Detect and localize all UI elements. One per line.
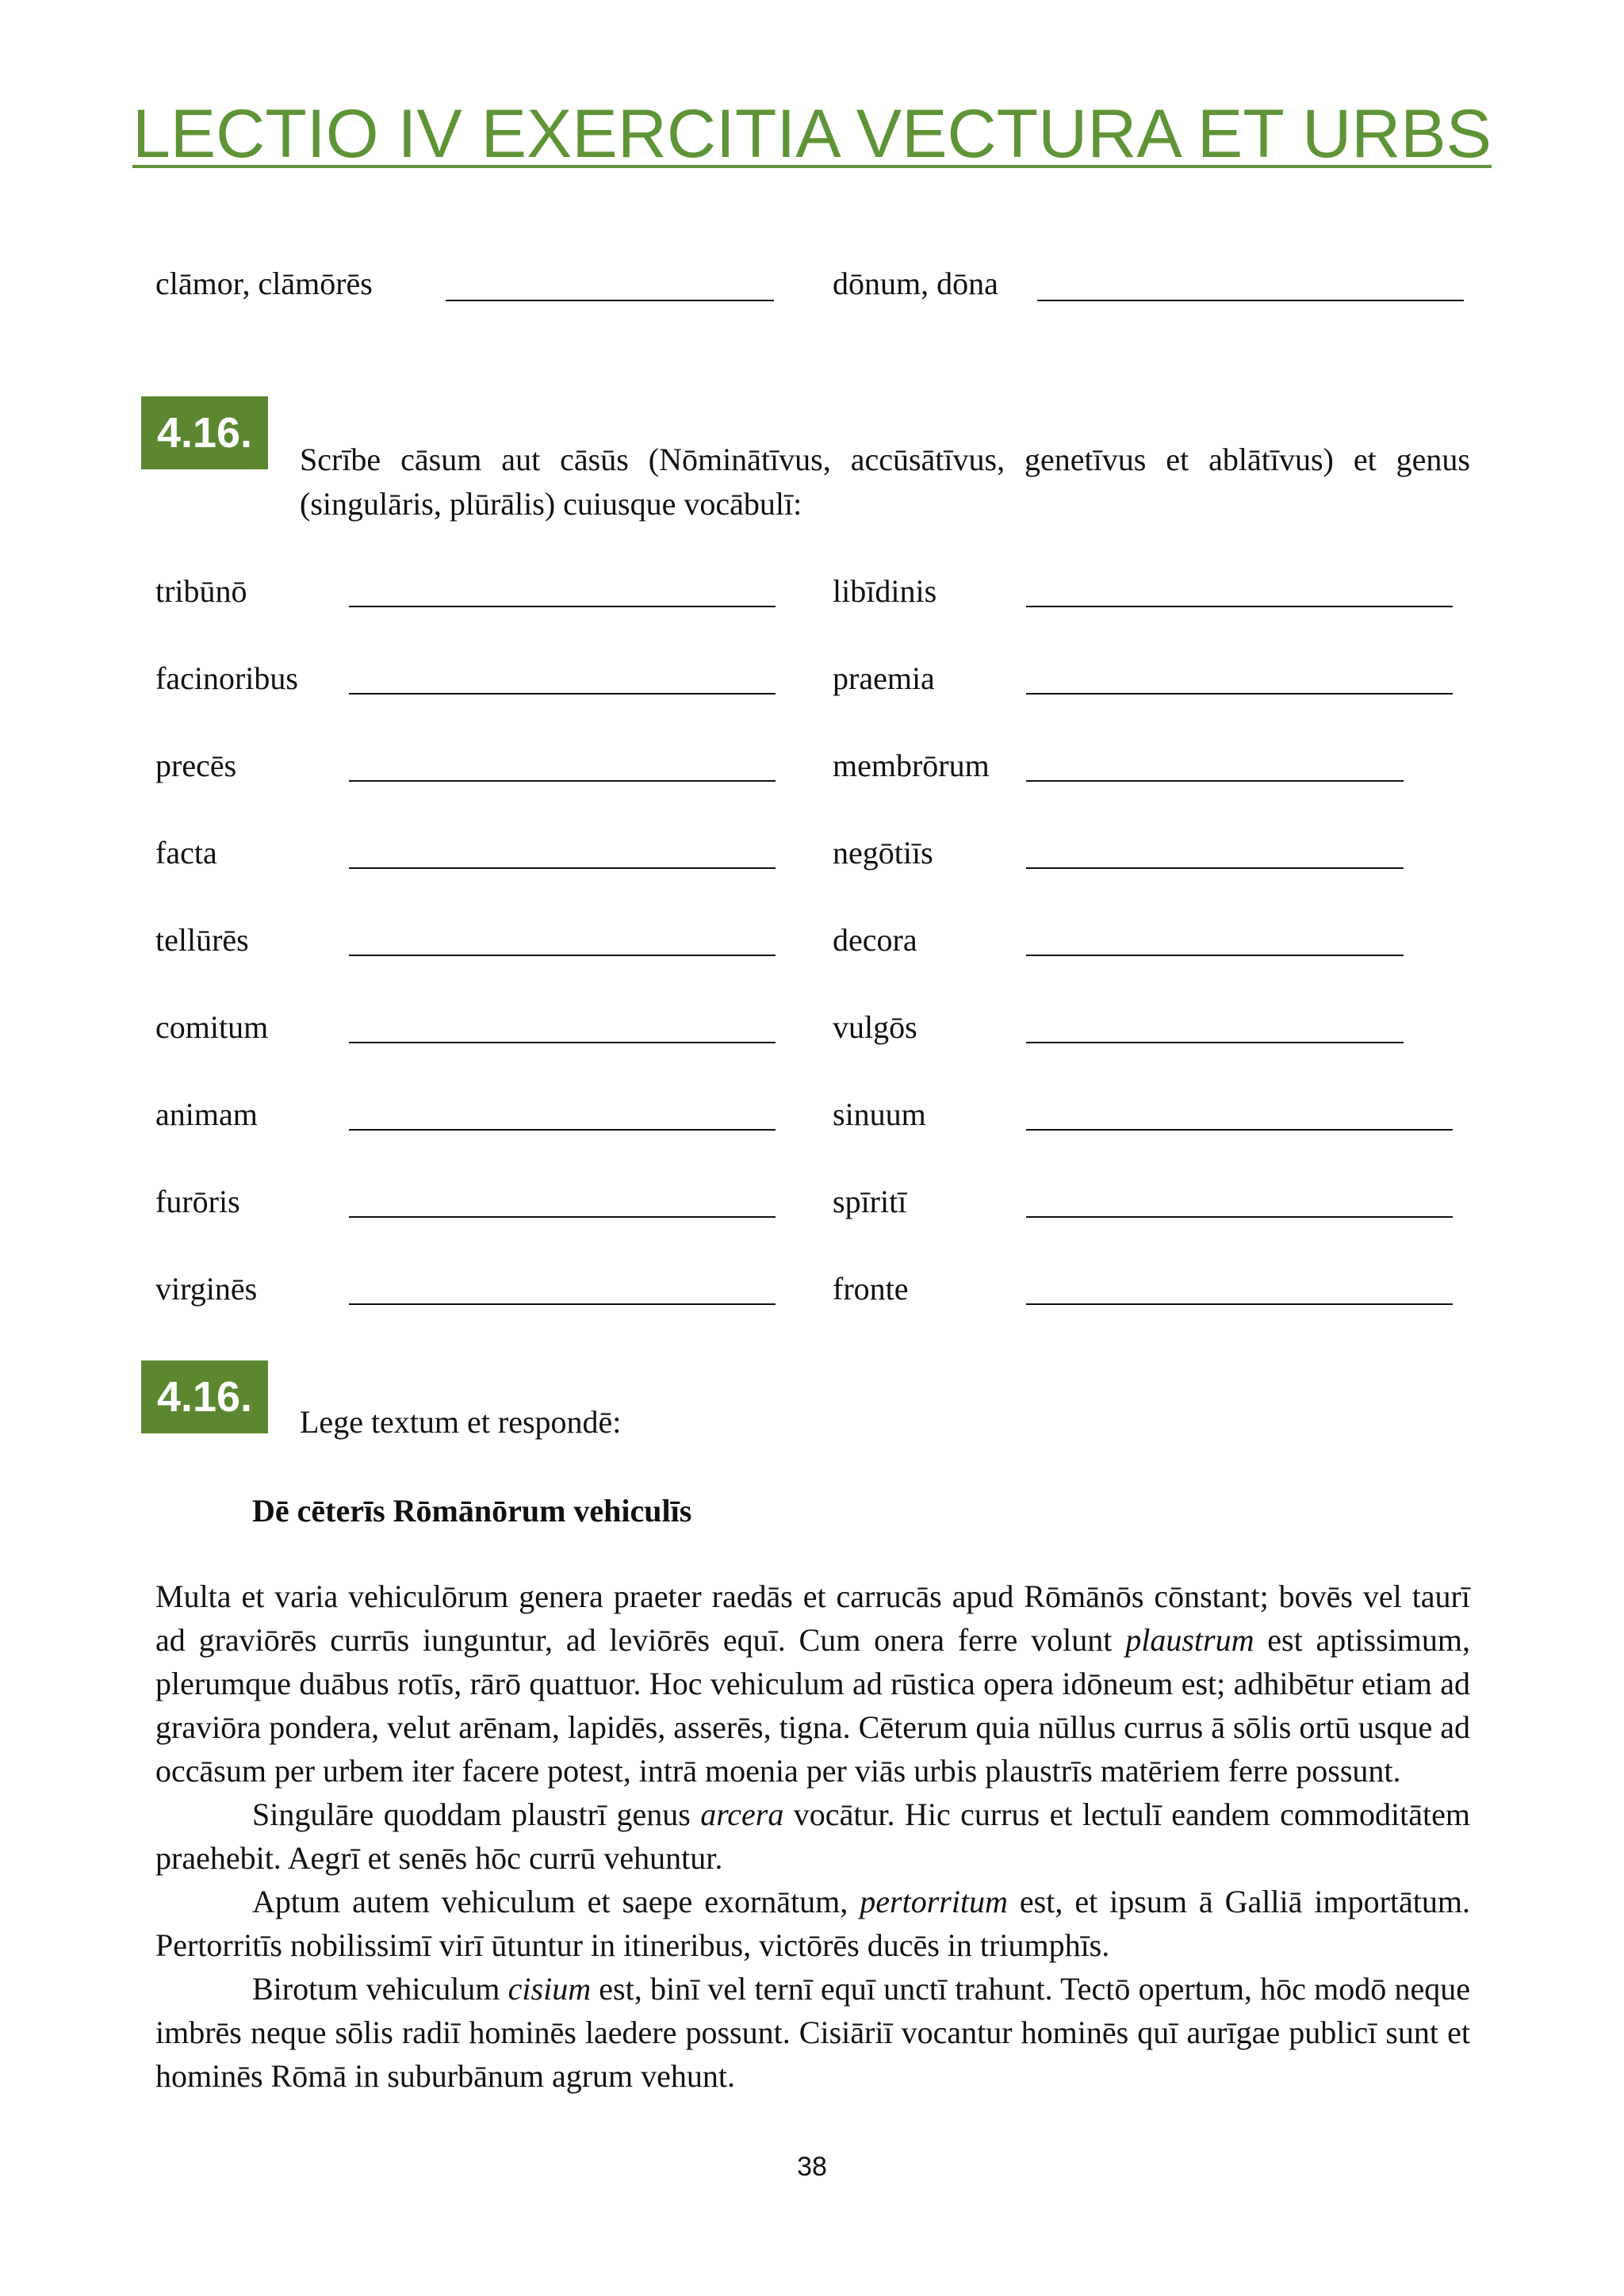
paragraph: Singulāre quoddam plaustrī genus arcera vocātur. Hic currus et lectulī eandem commoditātem praehebit. Aegrī et senēs hōc currū vehuntur. [155, 1797, 1471, 1876]
answer-blank[interactable] [349, 780, 776, 782]
answer-blank[interactable] [1026, 867, 1404, 869]
paragraph: Multa et varia vehiculōrum genera praeter raedās et carrucās apud Rōmānōs cōnstant; bovēs vel taurī ad graviōrēs currūs iunguntur, ad leviōrēs equī. Cum onera ferre volunt plaustrum est aptissimum, plerumque duābus rotīs, rārō quattuor. Hoc vehiculum ad rūstica opera idōneum est; adhibētur etiam ad graviōra pondera, velut arēnam, lapidēs, asserēs, tigna. Cēterum quia nūllus currus ā sōlis ortū usque ad occāsum per urbem iter facere potest, intrā moenia per viās urbis plaustrīs matēriem ferre possunt. [155, 1578, 1471, 1789]
answer-blank[interactable] [446, 300, 774, 301]
answer-blank[interactable] [1026, 1042, 1404, 1043]
word-label: furōris [155, 1184, 240, 1219]
term: arcera [700, 1797, 784, 1832]
word-label: tribūnō [155, 573, 247, 609]
answer-blank[interactable] [1026, 1303, 1453, 1305]
term: pertorritum [860, 1884, 1008, 1919]
top-word-left: clāmor, clāmōrēs [155, 266, 373, 301]
word-label: sinuum [833, 1096, 926, 1132]
word-label: comitum [155, 1009, 269, 1045]
word-label: praemia [833, 660, 935, 696]
answer-blank[interactable] [349, 1216, 776, 1218]
word-label: libīdinis [833, 573, 937, 609]
top-word-right: dōnum, dōna [833, 266, 998, 301]
answer-blank[interactable] [1026, 1216, 1453, 1218]
reading-text [155, 1575, 1470, 2098]
answer-blank[interactable] [1026, 780, 1404, 782]
answer-blank[interactable] [1037, 300, 1464, 301]
term: plaustrum [1125, 1622, 1254, 1658]
word-label: virginēs [155, 1271, 258, 1307]
answer-blank[interactable] [349, 1129, 776, 1131]
word-label: animam [155, 1096, 258, 1132]
answer-blank[interactable] [349, 1303, 776, 1305]
word-label: tellūrēs [155, 922, 249, 958]
exercise-badge: 4.16. [141, 1360, 268, 1433]
term: cisium [508, 1971, 592, 2007]
word-label: facta [155, 835, 217, 871]
answer-blank[interactable] [349, 606, 776, 607]
word-label: membrōrum [833, 748, 990, 783]
exercise-instruction: Scrībe cāsum aut cāsūs (Nōminātīvus, accūsātīvus, genetīvus et ablātīvus) et genus (singulāris, plūrālis) cuiusque vocābulī: [300, 442, 1470, 522]
word-label: negōtiīs [833, 835, 933, 871]
exercise-instruction: Lege textum et respondē: [300, 1404, 622, 1440]
paragraph: Aptum autem vehiculum et saepe exornātum, pertorritum est, et ipsum ā Galliā importātum. Pertorritīs nobilissimī virī ūtuntur in itineribus, victōrēs ducēs in triumphīs. [155, 1884, 1470, 1963]
answer-blank[interactable] [1026, 606, 1453, 607]
word-label: facinoribus [155, 660, 298, 696]
reading-title: Dē cēterīs Rōmānōrum vehiculīs [252, 1493, 692, 1529]
answer-blank[interactable] [349, 693, 776, 695]
answer-blank[interactable] [349, 867, 776, 869]
paragraph: Birotum vehiculum cisium est, binī vel ternī equī unctī trahunt. Tectō opertum, hōc modō neque imbrēs neque sōlis radiī hominēs laedere possunt. Cisiāriī vocantur hominēs quī aurīgae publicī sunt et hominēs Rōmā in suburbānum agrum vehunt. [155, 1971, 1470, 2094]
exercise-badge: 4.16. [141, 396, 268, 469]
answer-blank[interactable] [1026, 693, 1453, 695]
word-label: decora [833, 922, 917, 958]
word-label: precēs [155, 748, 237, 783]
page-title: LECTIO IV EXERCITIA VECTURA ET URBS [132, 96, 1492, 172]
answer-blank[interactable] [349, 1042, 776, 1043]
answer-blank[interactable] [1026, 955, 1404, 956]
word-label: fronte [833, 1271, 909, 1307]
answer-blank[interactable] [1026, 1129, 1453, 1131]
word-label: spīritī [833, 1184, 907, 1219]
word-label: vulgōs [833, 1009, 917, 1045]
answer-blank[interactable] [349, 955, 776, 956]
page-number: 38 [797, 2152, 827, 2182]
